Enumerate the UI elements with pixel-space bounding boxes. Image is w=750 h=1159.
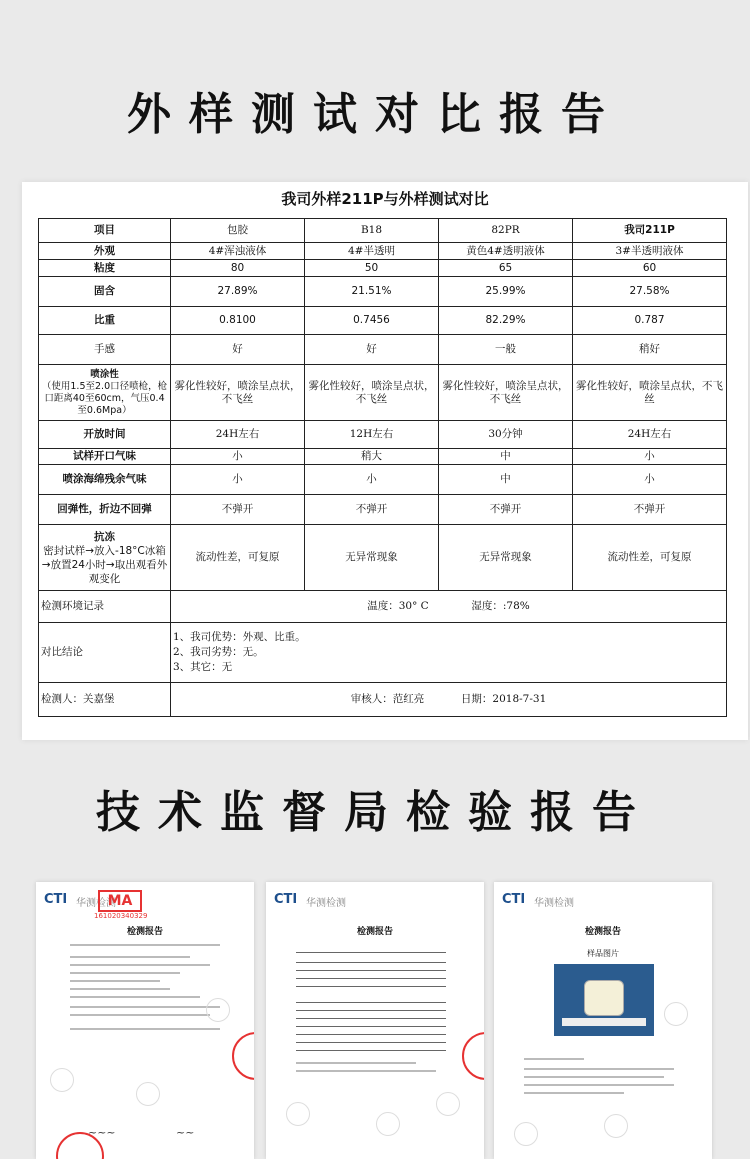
text-line (296, 1062, 416, 1064)
table-cell: 雾化性较好，喷涂呈点状，不飞丝 (305, 365, 439, 421)
env-temperature: 温度：30° C (367, 600, 429, 612)
table-cell: 27.89% (171, 277, 305, 307)
row-label: 比重 (39, 307, 171, 335)
table-cell: 80 (171, 260, 305, 277)
text-line (70, 996, 200, 998)
table-line (296, 970, 446, 971)
photo-caption: 样品图片 (587, 949, 619, 958)
row-label-title: 抗冻 (94, 530, 115, 543)
table-row (39, 495, 727, 525)
header-cell-sample: 我司211P (573, 219, 727, 243)
conclusion-line: 2、我司劣势：无。 (173, 646, 264, 658)
text-line (70, 944, 220, 946)
table-cell: 27.58% (573, 277, 727, 307)
brand-name: 华测检测 (306, 898, 346, 909)
table-line (296, 1050, 446, 1051)
row-label: 开放时间 (39, 421, 171, 449)
comparison-report-card (22, 182, 748, 740)
table-cell: 0.8100 (171, 307, 305, 335)
table-cell: 12H左右 (305, 421, 439, 449)
ruler (562, 1018, 646, 1026)
table-row (39, 421, 727, 449)
red-seal (232, 1032, 254, 1080)
table-cell: 50 (305, 260, 439, 277)
table-cell: 好 (171, 335, 305, 365)
tester: 检测人：关嘉堡 (39, 683, 171, 717)
conclusion-line: 1、我司优势：外观、比重。 (173, 631, 306, 643)
review-info (171, 683, 727, 717)
env-row (39, 591, 727, 623)
table-line (296, 1010, 446, 1011)
table-cell: 小 (171, 465, 305, 495)
table-cell: 无异常现象 (439, 525, 573, 591)
table-cell: 21.51% (305, 277, 439, 307)
brand-name: 华测检测 (534, 898, 574, 909)
table-line (296, 986, 446, 987)
row-label (39, 365, 171, 421)
signature: ~~ (176, 1126, 195, 1139)
row-label: 试样开口气味 (39, 449, 171, 465)
table-cell: 不弹开 (171, 495, 305, 525)
text-line (296, 1070, 436, 1072)
table-cell: 雾化性较好，喷涂呈点状，不飞丝 (171, 365, 305, 421)
text-line (70, 972, 180, 974)
table-cell: 不弹开 (305, 495, 439, 525)
watermark (436, 1092, 460, 1116)
text-line (524, 1076, 664, 1078)
row-label: 外观 (39, 243, 171, 260)
table-row (39, 260, 727, 277)
env-humidity: 湿度：:78% (471, 600, 530, 612)
table-caption: 我司外样211P与外样测试对比 (281, 190, 489, 208)
row-label-note: 密封试样→放入-18°C冰箱→放置24小时→取出观看外观变化 (41, 544, 168, 585)
cma-mark: MA (98, 890, 142, 912)
cti-logo: CTI (274, 892, 298, 907)
table-cell: 一般 (439, 335, 573, 365)
table-cell: 60 (573, 260, 727, 277)
table-line (296, 1042, 446, 1043)
cti-logo: CTI (502, 892, 526, 907)
table-cell: 24H左右 (573, 421, 727, 449)
table-cell: 4#浑浊液体 (171, 243, 305, 260)
watermark (514, 1122, 538, 1146)
report-title: 检测报告 (356, 927, 393, 937)
conclusion-line: 3、其它：无 (173, 661, 233, 673)
table-line (296, 952, 446, 953)
header-cell-sample: 包胶 (171, 219, 305, 243)
watermark (286, 1102, 310, 1126)
inspection-report-page (494, 882, 712, 1159)
table-cell: 中 (439, 449, 573, 465)
table-cell: 小 (573, 449, 727, 465)
cma-number: 161020340329 (94, 912, 148, 920)
watermark (206, 998, 230, 1022)
table-cell: 稍大 (305, 449, 439, 465)
row-label: 喷涂海绵残余气味 (39, 465, 171, 495)
text-line (70, 988, 170, 990)
table-cell: 0.787 (573, 307, 727, 335)
table-cell: 黄色4#透明液体 (439, 243, 573, 260)
watermark (664, 1002, 688, 1026)
table-line (296, 1018, 446, 1019)
table-cell: 24H左右 (171, 421, 305, 449)
table-row (39, 335, 727, 365)
report-title: 检测报告 (584, 927, 621, 937)
watermark (604, 1114, 628, 1138)
watermark (50, 1068, 74, 1092)
header-cell-item: 项目 (39, 219, 171, 243)
report-date: 日期：2018-7-31 (460, 693, 547, 705)
conclusion-text (171, 623, 727, 683)
header-cell-sample: 82PR (439, 219, 573, 243)
sample-photo (554, 964, 654, 1036)
text-line (70, 1006, 220, 1008)
table-cell: 82.29% (439, 307, 573, 335)
red-seal (462, 1032, 484, 1080)
table-cell: 好 (305, 335, 439, 365)
table-row (39, 243, 727, 260)
text-line (70, 980, 160, 982)
reviewer: 审核人：范红亮 (350, 693, 425, 705)
conclusion-label: 对比结论 (39, 623, 171, 683)
text-line (70, 956, 190, 958)
section-title-comparison: 外样测试对比报告 (127, 89, 623, 140)
table-cell: 流动性差，可复原 (573, 525, 727, 591)
row-label: 手感 (39, 335, 171, 365)
watermark (376, 1112, 400, 1136)
text-line (524, 1084, 674, 1086)
env-label: 检测环境记录 (39, 591, 171, 623)
table-cell: 流动性差，可复原 (171, 525, 305, 591)
watermark (136, 1082, 160, 1106)
table-line (296, 962, 446, 963)
env-values (171, 591, 727, 623)
inspection-report-page (36, 882, 254, 1159)
table-cell: 25.99% (439, 277, 573, 307)
table-line (296, 978, 446, 979)
conclusion-row (39, 623, 727, 683)
section-title-inspection: 技术监督局检验报告 (96, 787, 654, 838)
text-line (524, 1058, 584, 1060)
table-row (39, 365, 727, 421)
text-line (524, 1092, 624, 1094)
table-row (39, 277, 727, 307)
brand-name: 华测检测 (76, 898, 116, 909)
table-cell: 小 (171, 449, 305, 465)
inspection-report-page (266, 882, 484, 1159)
table-row (39, 307, 727, 335)
table-cell: 小 (305, 465, 439, 495)
report-title: 检测报告 (126, 927, 163, 937)
row-label: 回弹性，折边不回弹 (39, 495, 171, 525)
row-label (39, 525, 171, 591)
row-label: 粘度 (39, 260, 171, 277)
sample-jar (584, 980, 624, 1016)
table-cell: 中 (439, 465, 573, 495)
row-label-note: （使用1.5至2.0口径喷枪，枪口距离40至60cm，气压0.4至0.6Mpa） (41, 380, 168, 416)
cti-logo: CTI (44, 892, 68, 907)
table-cell: 雾化性较好，喷涂呈点状，不飞丝 (439, 365, 573, 421)
text-line (524, 1068, 674, 1070)
row-label-title: 喷涂性 (90, 368, 119, 380)
table-cell: 小 (573, 465, 727, 495)
table-cell: 不弹开 (573, 495, 727, 525)
table-cell: 雾化性较好，喷涂呈点状，不飞丝 (573, 365, 727, 421)
table-row (39, 449, 727, 465)
table-cell: 3#半透明液体 (573, 243, 727, 260)
table-line (296, 1002, 446, 1003)
signature-row (39, 683, 727, 717)
table-header-row (39, 219, 727, 243)
comparison-table (38, 218, 727, 717)
table-cell: 65 (439, 260, 573, 277)
signature: ~~~ (88, 1126, 116, 1139)
table-cell: 不弹开 (439, 495, 573, 525)
table-line (296, 1026, 446, 1027)
text-line (70, 1028, 220, 1030)
table-cell: 30分钟 (439, 421, 573, 449)
text-line (70, 1014, 210, 1016)
table-row (39, 465, 727, 495)
table-line (296, 1034, 446, 1035)
text-line (70, 964, 210, 966)
header-cell-sample: B18 (305, 219, 439, 243)
row-label: 固含 (39, 277, 171, 307)
table-cell: 无异常现象 (305, 525, 439, 591)
table-cell: 稍好 (573, 335, 727, 365)
table-cell: 0.7456 (305, 307, 439, 335)
table-row (39, 525, 727, 591)
table-cell: 4#半透明 (305, 243, 439, 260)
